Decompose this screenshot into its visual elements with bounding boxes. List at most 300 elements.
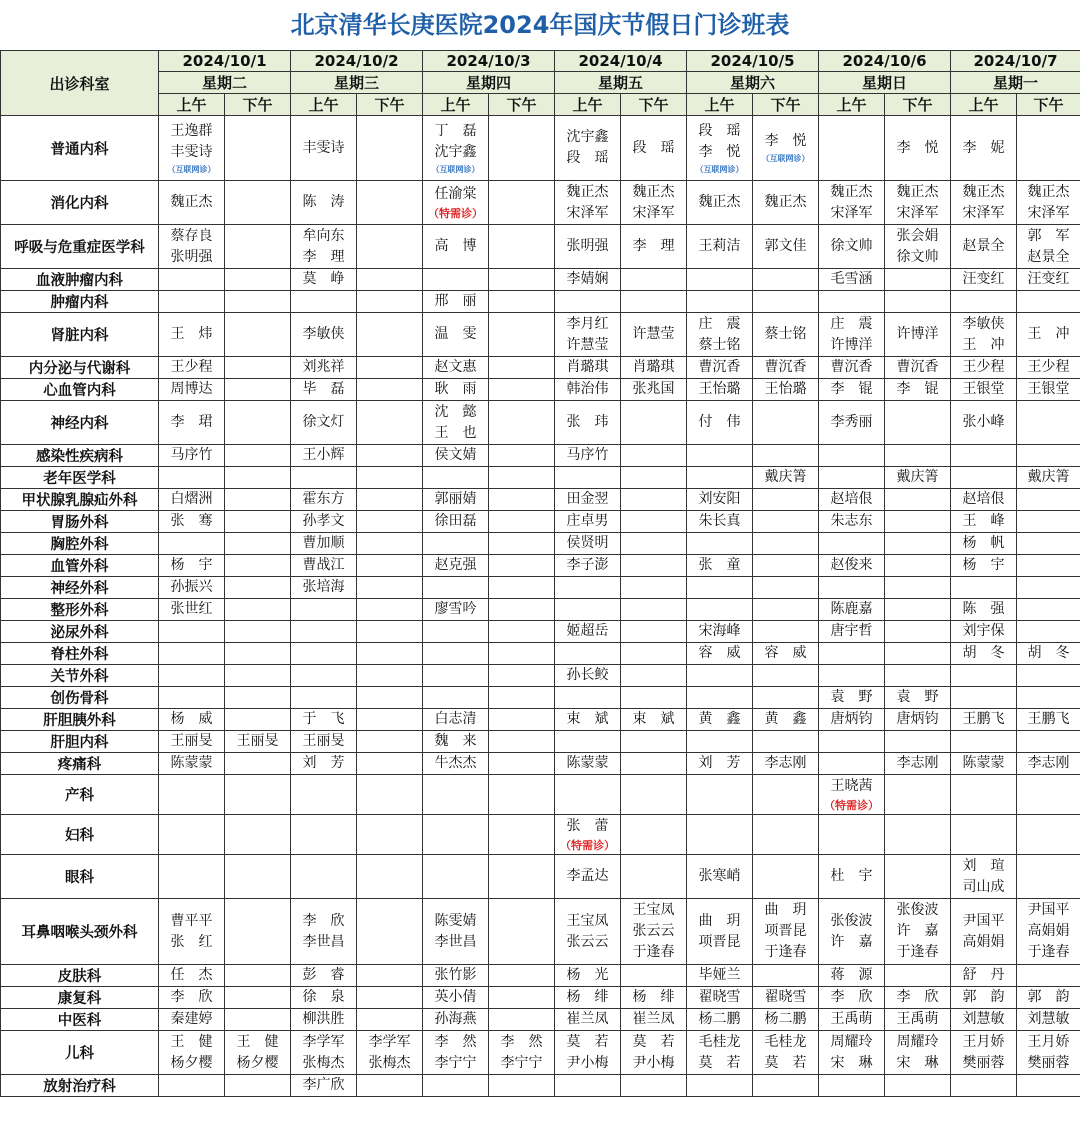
pm-shift-cell — [357, 987, 423, 1009]
table-body — [1, 116, 1080, 1097]
pm-shift-cell — [885, 555, 951, 577]
department-name: 创伤骨科 — [1, 687, 159, 709]
doctor-name: 樊丽蓉 — [962, 1054, 1005, 1071]
doctor-name: 毕娅兰 — [698, 967, 741, 983]
doctor-name: 沈宇鑫 — [566, 129, 609, 145]
doctor-name: 杨二鹏 — [698, 1011, 741, 1027]
doctor-name: 杨 帆 — [962, 535, 1005, 551]
doctor-name: 李婧娴 — [566, 271, 609, 287]
doctor-name: 许博洋 — [830, 336, 873, 353]
doctor-name: 汪变红 — [962, 271, 1005, 287]
doctor-name: 黄 鑫 — [764, 711, 807, 727]
pm-shift-cell — [225, 775, 291, 815]
pm-shift-cell — [753, 533, 819, 555]
am-shift-cell — [291, 643, 357, 665]
pm-shift-cell — [621, 445, 687, 467]
pm-shift-cell — [753, 855, 819, 899]
pm-shift-cell — [1017, 445, 1080, 467]
am-shift-cell — [159, 467, 225, 489]
pm-shift-cell — [489, 643, 555, 665]
pm-shift-cell — [357, 225, 423, 269]
table-row — [1, 313, 1080, 357]
pm-shift-cell — [885, 511, 951, 533]
pm-shift-cell — [753, 815, 819, 855]
am-shift-cell — [687, 1031, 753, 1075]
department-name: 血管外科 — [1, 555, 159, 577]
pm-shift-cell — [357, 1031, 423, 1075]
doctor-name: 朱长真 — [698, 513, 741, 529]
am-shift-cell — [423, 489, 489, 511]
am-shift-cell — [687, 815, 753, 855]
special-clinic-tag: （特需诊） — [560, 838, 615, 852]
date-cell: 2024/10/1 — [159, 51, 291, 72]
department-name: 肾脏内科 — [1, 313, 159, 357]
am-shift-cell — [951, 855, 1017, 899]
pm-shift-cell — [621, 965, 687, 987]
doctor-name: 魏正杰 — [764, 194, 807, 210]
am-shift-cell — [687, 753, 753, 775]
doctor-name: 宋泽军 — [896, 204, 939, 221]
pm-shift-cell — [1017, 291, 1080, 313]
pm-shift-cell — [489, 225, 555, 269]
am-shift-cell — [555, 621, 621, 643]
pm-shift-cell — [225, 533, 291, 555]
am-shift-cell — [423, 731, 489, 753]
doctor-name: 白志清 — [434, 711, 477, 727]
pm-shift-cell — [885, 665, 951, 687]
doctor-name: 莫 峥 — [302, 271, 345, 287]
pm-shift-cell — [225, 815, 291, 855]
am-shift-cell — [291, 731, 357, 753]
pm-shift-cell — [1017, 643, 1080, 665]
weekday-cell: 星期三 — [291, 72, 423, 94]
department-name: 耳鼻咽喉头颈外科 — [1, 899, 159, 965]
pm-shift-cell — [621, 599, 687, 621]
pm-shift-cell — [489, 753, 555, 775]
pm-shift-cell — [1017, 621, 1080, 643]
pm-shift-cell — [621, 731, 687, 753]
pm-shift-cell — [357, 899, 423, 965]
am-shift-cell — [159, 511, 225, 533]
am-shift-cell — [819, 1075, 885, 1097]
doctor-name: 李宁宁 — [434, 1054, 477, 1071]
department-name: 脊柱外科 — [1, 643, 159, 665]
doctor-name: 庄 震 — [830, 315, 873, 332]
doctor-name: 唐炳钧 — [896, 711, 939, 727]
ampm-row — [1, 94, 1080, 116]
table-row — [1, 731, 1080, 753]
doctor-name: 曹沉香 — [698, 359, 741, 375]
pm-shift-cell — [885, 753, 951, 775]
date-row — [1, 51, 1080, 72]
am-shift-cell — [687, 555, 753, 577]
am-shift-cell — [951, 116, 1017, 181]
doctor-name: 魏正杰 — [170, 194, 213, 210]
pm-shift-cell — [885, 533, 951, 555]
doctor-name: 李 锟 — [830, 381, 873, 397]
pm-shift-cell — [1017, 753, 1080, 775]
pm-shift-cell — [885, 291, 951, 313]
am-shift-cell — [159, 1031, 225, 1075]
pm-shift-cell — [1017, 855, 1080, 899]
doctor-name: 李 理 — [302, 248, 345, 265]
am-shift-cell — [159, 815, 225, 855]
pm-shift-cell — [489, 855, 555, 899]
pm-shift-cell — [753, 445, 819, 467]
am-shift-cell — [159, 225, 225, 269]
pm-shift-cell — [1017, 181, 1080, 225]
am-shift-cell — [555, 1075, 621, 1097]
doctor-name: 李敏侠 — [962, 315, 1005, 332]
doctor-name: 李志刚 — [896, 755, 939, 771]
online-clinic-tag: （互联网诊） — [695, 164, 744, 174]
pm-shift-cell — [1017, 815, 1080, 855]
am-shift-cell — [555, 313, 621, 357]
am-shift-cell — [159, 533, 225, 555]
pm-shift-cell — [753, 599, 819, 621]
am-shift-cell — [159, 731, 225, 753]
doctor-name: 马序竹 — [170, 447, 213, 463]
online-clinic-tag: （互联网诊） — [431, 164, 480, 174]
pm-shift-cell — [1017, 1009, 1080, 1031]
pm-shift-cell — [489, 687, 555, 709]
doctor-name: 许博洋 — [896, 326, 939, 342]
pm-shift-cell — [1017, 731, 1080, 753]
weekday-row — [1, 72, 1080, 94]
pm-shift-cell — [357, 599, 423, 621]
pm-shift-cell — [885, 116, 951, 181]
pm-shift-cell — [489, 665, 555, 687]
am-shift-cell — [951, 1075, 1017, 1097]
table-row — [1, 116, 1080, 181]
doctor-name: 曹沉香 — [764, 359, 807, 375]
doctor-name: 陈蒙蒙 — [170, 755, 213, 771]
am-shift-cell — [159, 965, 225, 987]
am-shift-cell — [291, 313, 357, 357]
doctor-name: 郭文佳 — [764, 238, 807, 254]
am-shift-cell — [819, 643, 885, 665]
doctor-name: 李月红 — [566, 315, 609, 332]
pm-shift-cell — [1017, 899, 1080, 965]
doctor-name: 项晋昆 — [764, 923, 807, 939]
am-shift-cell — [159, 987, 225, 1009]
doctor-name: 周耀玲 — [896, 1033, 939, 1050]
am-shift-cell — [159, 687, 225, 709]
pm-shift-cell — [1017, 269, 1080, 291]
doctor-name: 李秀丽 — [830, 414, 873, 430]
weekday-cell: 星期六 — [687, 72, 819, 94]
pm-shift-cell — [621, 401, 687, 445]
am-shift-cell — [423, 269, 489, 291]
pm-shift-cell — [621, 775, 687, 815]
doctor-name: 宋泽军 — [962, 204, 1005, 221]
am-shift-cell — [291, 1009, 357, 1031]
doctor-name: 蔡士铭 — [698, 336, 741, 353]
pm-shift-cell — [1017, 116, 1080, 181]
am-shift-cell — [423, 965, 489, 987]
am-shift-cell — [423, 357, 489, 379]
am-shift-cell — [423, 643, 489, 665]
am-shift-cell — [291, 775, 357, 815]
doctor-name: 徐文帅 — [830, 238, 873, 254]
am-shift-cell — [951, 775, 1017, 815]
am-shift-cell — [159, 269, 225, 291]
am-shift-cell — [687, 665, 753, 687]
pm-shift-cell — [225, 577, 291, 599]
department-name: 呼吸与危重症医学科 — [1, 225, 159, 269]
doctor-name: 李 欣 — [896, 989, 939, 1005]
doctor-name: 丰雯诗 — [302, 139, 345, 156]
am-shift-cell — [819, 855, 885, 899]
doctor-name: 项晋昆 — [698, 933, 741, 950]
am-shift-cell — [555, 965, 621, 987]
pm-shift-cell — [225, 709, 291, 731]
doctor-name: 于逢春 — [632, 944, 675, 960]
doctor-name: 韩治伟 — [566, 381, 609, 397]
pm-shift-cell — [225, 225, 291, 269]
schedule-table — [0, 50, 1080, 1097]
pm-shift-cell — [357, 269, 423, 291]
am-shift-cell — [291, 555, 357, 577]
doctor-name: 付 伟 — [698, 414, 741, 430]
doctor-name: 王丽旻 — [170, 733, 213, 749]
pm-shift-cell — [357, 445, 423, 467]
pm-shift-cell — [1017, 533, 1080, 555]
doctor-name: 刘安阳 — [698, 491, 741, 507]
am-shift-cell — [687, 533, 753, 555]
pm-shift-cell — [621, 753, 687, 775]
doctor-name: 戴庆箐 — [896, 469, 939, 485]
doctor-name: 容 威 — [764, 645, 807, 661]
table-row — [1, 815, 1080, 855]
doctor-name: 张 红 — [170, 933, 213, 950]
doctor-name: 崔兰凤 — [566, 1011, 609, 1027]
pm-shift-cell — [225, 687, 291, 709]
am-shift-cell — [555, 665, 621, 687]
am-shift-cell — [555, 1009, 621, 1031]
am-shift-cell — [687, 181, 753, 225]
table-row — [1, 899, 1080, 965]
doctor-name: 尹国平 — [962, 912, 1005, 929]
pm-shift-cell — [885, 815, 951, 855]
doctor-name: 李 悦 — [698, 143, 741, 160]
doctor-name: 张云云 — [566, 933, 609, 950]
pm-shift-cell — [753, 511, 819, 533]
am-shift-cell — [555, 445, 621, 467]
am-shift-cell — [555, 116, 621, 181]
table-row — [1, 965, 1080, 987]
am-shift-cell — [819, 1009, 885, 1031]
doctor-name: 李学军 — [368, 1033, 411, 1050]
am-shift-cell — [819, 269, 885, 291]
doctor-name: 樊丽蓉 — [1027, 1054, 1070, 1071]
am-shift-cell — [291, 687, 357, 709]
pm-shift-cell — [753, 555, 819, 577]
department-name: 整形外科 — [1, 599, 159, 621]
pm-shift-cell — [885, 467, 951, 489]
department-name: 关节外科 — [1, 665, 159, 687]
doctor-name: 李 欣 — [170, 989, 213, 1005]
pm-shift-cell — [885, 775, 951, 815]
department-name: 产科 — [1, 775, 159, 815]
pm-shift-cell — [357, 401, 423, 445]
doctor-name: 李 妮 — [962, 139, 1005, 156]
weekday-cell: 星期五 — [555, 72, 687, 94]
date-cell: 2024/10/5 — [687, 51, 819, 72]
table-row — [1, 489, 1080, 511]
am-shift-cell — [555, 687, 621, 709]
am-shift-cell — [819, 731, 885, 753]
doctor-name: 白熠洲 — [170, 491, 213, 507]
doctor-name: 英小倩 — [434, 989, 477, 1005]
doctor-name: 陈 涛 — [302, 194, 345, 210]
am-shift-cell — [291, 665, 357, 687]
pm-shift-cell — [225, 1031, 291, 1075]
am-shift-cell — [555, 533, 621, 555]
am-shift-cell — [951, 599, 1017, 621]
doctor-name: 任渝棠 — [434, 185, 477, 202]
doctor-name: 郭丽婧 — [434, 491, 477, 507]
am-shift-cell — [555, 467, 621, 489]
pm-shift-cell — [489, 731, 555, 753]
am-shift-cell — [555, 357, 621, 379]
department-name: 肿瘤内科 — [1, 291, 159, 313]
pm-header: 下午 — [357, 94, 423, 116]
doctor-name: 李 欣 — [830, 989, 873, 1005]
doctor-name: 孙振兴 — [170, 579, 213, 595]
doctor-name: 张寒峭 — [698, 868, 741, 884]
pm-shift-cell — [1017, 987, 1080, 1009]
table-row — [1, 1075, 1080, 1097]
doctor-name: 毛桂龙 — [698, 1033, 741, 1050]
pm-shift-cell — [1017, 1031, 1080, 1075]
pm-shift-cell — [621, 489, 687, 511]
doctor-name: 杨 绯 — [632, 989, 675, 1005]
am-shift-cell — [291, 401, 357, 445]
pm-shift-cell — [753, 753, 819, 775]
pm-shift-cell — [489, 313, 555, 357]
table-row — [1, 181, 1080, 225]
doctor-name: 张竹影 — [434, 967, 477, 983]
department-name: 感染性疾病科 — [1, 445, 159, 467]
doctor-name: 魏正杰 — [698, 194, 741, 210]
pm-shift-cell — [489, 181, 555, 225]
weekday-cell: 星期二 — [159, 72, 291, 94]
pm-shift-cell — [885, 1031, 951, 1075]
online-clinic-tag: （互联网诊） — [761, 154, 810, 163]
doctor-name: 戴庆箐 — [764, 469, 807, 485]
doctor-name: 戴庆箐 — [1027, 469, 1070, 485]
doctor-name: 束 斌 — [566, 711, 609, 727]
doctor-name: 牛杰杰 — [434, 755, 477, 771]
pm-shift-cell — [225, 665, 291, 687]
department-name: 胸腔外科 — [1, 533, 159, 555]
pm-shift-cell — [225, 489, 291, 511]
table-row — [1, 225, 1080, 269]
am-shift-cell — [687, 899, 753, 965]
am-shift-cell — [819, 116, 885, 181]
am-shift-cell — [819, 753, 885, 775]
pm-shift-cell — [357, 965, 423, 987]
am-shift-cell — [951, 269, 1017, 291]
am-shift-cell — [951, 379, 1017, 401]
doctor-name: 胡 冬 — [1027, 645, 1070, 661]
weekday-cell: 星期四 — [423, 72, 555, 94]
department-name: 眼科 — [1, 855, 159, 899]
table-row — [1, 555, 1080, 577]
pm-shift-cell — [357, 1009, 423, 1031]
am-shift-cell — [687, 116, 753, 181]
am-shift-cell — [951, 445, 1017, 467]
pm-shift-cell — [621, 555, 687, 577]
pm-shift-cell — [753, 643, 819, 665]
am-shift-cell — [423, 225, 489, 269]
doctor-name: 曲 玥 — [764, 902, 807, 918]
pm-shift-cell — [225, 116, 291, 181]
am-shift-cell — [555, 401, 621, 445]
am-shift-cell — [555, 511, 621, 533]
pm-shift-cell — [885, 687, 951, 709]
am-shift-cell — [687, 357, 753, 379]
am-shift-cell — [423, 775, 489, 815]
am-shift-cell — [819, 1031, 885, 1075]
am-shift-cell — [687, 599, 753, 621]
doctor-name: 莫 若 — [632, 1033, 675, 1050]
doctor-name: 黄 鑫 — [698, 711, 741, 727]
doctor-name: 田金翌 — [566, 491, 609, 507]
doctor-name: 胡 冬 — [962, 645, 1005, 661]
department-name: 疼痛科 — [1, 753, 159, 775]
department-name: 妇科 — [1, 815, 159, 855]
am-shift-cell — [159, 313, 225, 357]
am-shift-cell — [159, 621, 225, 643]
doctor-name: 李 锟 — [896, 381, 939, 397]
doctor-name: 张 童 — [698, 557, 741, 573]
doctor-name: 张兆国 — [632, 381, 675, 397]
doctor-name: 王禹萌 — [830, 1011, 873, 1027]
doctor-name: 刘宇保 — [962, 623, 1005, 639]
doctor-name: 宋 琳 — [830, 1054, 873, 1071]
doctor-name: 王宝凤 — [566, 912, 609, 929]
doctor-name: 王少程 — [962, 359, 1005, 375]
pm-shift-cell — [621, 577, 687, 599]
doctor-name: 唐宇哲 — [830, 623, 873, 639]
pm-shift-cell — [489, 291, 555, 313]
doctor-name: 李子澎 — [566, 557, 609, 573]
table-row — [1, 357, 1080, 379]
am-shift-cell — [951, 815, 1017, 855]
doctor-name: 毕 磊 — [302, 381, 345, 397]
pm-shift-cell — [489, 1075, 555, 1097]
pm-shift-cell — [885, 621, 951, 643]
am-shift-cell — [159, 116, 225, 181]
am-shift-cell — [687, 687, 753, 709]
table-row — [1, 1009, 1080, 1031]
pm-shift-cell — [885, 965, 951, 987]
am-shift-cell — [291, 965, 357, 987]
pm-shift-cell — [357, 775, 423, 815]
doctor-name: 王小辉 — [302, 447, 345, 463]
am-shift-cell — [555, 775, 621, 815]
pm-shift-cell — [621, 1031, 687, 1075]
pm-shift-cell — [489, 709, 555, 731]
am-shift-cell — [555, 987, 621, 1009]
pm-shift-cell — [225, 855, 291, 899]
am-shift-cell — [951, 225, 1017, 269]
pm-shift-cell — [753, 313, 819, 357]
am-shift-cell — [687, 269, 753, 291]
am-shift-cell — [819, 489, 885, 511]
